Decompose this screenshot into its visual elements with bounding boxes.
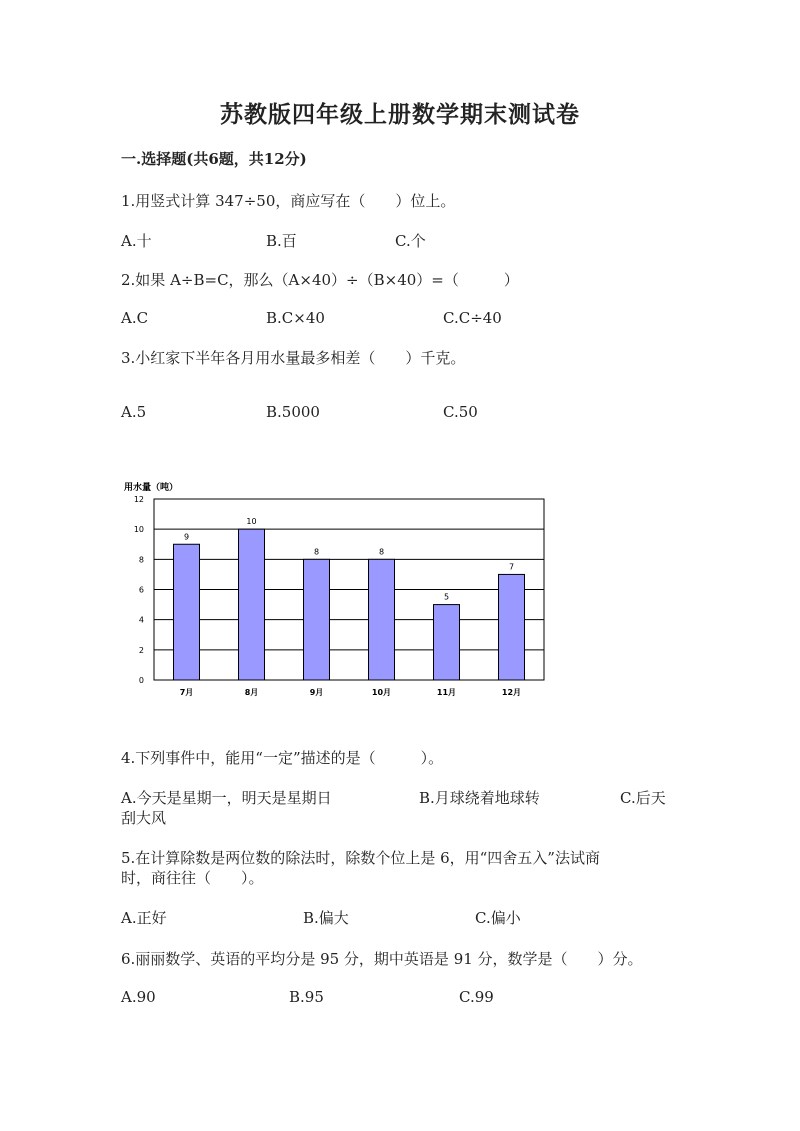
q4-option-b: B.月球绕着地球转 xyxy=(419,789,540,807)
q1-option-a: A.十 xyxy=(121,232,152,250)
q3-option-a: A.5 xyxy=(121,403,147,421)
q6-option-c: C.99 xyxy=(459,988,494,1006)
water-usage-bar-chart xyxy=(118,478,558,703)
q1-option-b: B.百 xyxy=(266,232,297,250)
q6-option-b: B.95 xyxy=(289,988,324,1006)
question-6: 6.丽丽数学、英语的平均分是 95 分，期中英语是 91 分，数学是（ ）分。 xyxy=(121,950,643,968)
q3-option-b: B.5000 xyxy=(266,403,320,421)
y-tick-label: 2 xyxy=(138,645,144,655)
question-4: 4.下列事件中，能用“一定”描述的是（ ）。 xyxy=(121,749,444,767)
bar xyxy=(174,544,200,680)
question-5-line-1: 5.在计算除数是两位数的除法时，除数个位上是 6，用“四舍五入”法试商 xyxy=(121,849,600,867)
x-tick-label: 9月 xyxy=(309,688,324,697)
y-tick-label: 0 xyxy=(138,676,144,685)
section-heading: 一.选择题(共6题，共12分) xyxy=(121,150,307,168)
page-title: 苏教版四年级上册数学期末测试卷 xyxy=(220,101,580,128)
y-tick-label: 4 xyxy=(138,615,144,625)
q5-option-c: C.偏小 xyxy=(475,909,521,927)
x-tick-label: 12月 xyxy=(501,688,522,697)
q4-option-c: C.后天 xyxy=(620,789,666,807)
q5-option-b: B.偏大 xyxy=(303,909,349,927)
q4-option-c-continued: 刮大风 xyxy=(121,809,167,827)
x-tick-label: 11月 xyxy=(436,688,457,697)
y-tick-label: 6 xyxy=(138,585,144,595)
bar-value-label: 5 xyxy=(443,592,450,602)
y-tick-label: 10 xyxy=(133,525,144,535)
bar-value-label: 10 xyxy=(246,517,257,527)
x-tick-label: 7月 xyxy=(179,688,194,697)
q2-option-b: B.C×40 xyxy=(266,309,325,327)
q2-option-a: A.C xyxy=(121,309,149,327)
question-3: 3.小红家下半年各月用水量最多相差（ ）千克。 xyxy=(121,349,466,367)
y-tick-label: 12 xyxy=(133,495,144,504)
q1-option-c: C.个 xyxy=(395,232,426,250)
bar-value-label: 7 xyxy=(508,562,515,572)
q6-option-a: A.90 xyxy=(121,988,156,1006)
bar xyxy=(304,559,330,680)
y-axis-label: 用水量（吨） xyxy=(124,483,179,493)
bar xyxy=(239,529,265,680)
bar xyxy=(369,559,395,680)
q4-option-a: A.今天是星期一，明天是星期日 xyxy=(121,789,332,807)
question-1: 1.用竖式计算 347÷50，商应写在（ ）位上。 xyxy=(121,192,456,210)
y-tick-label: 8 xyxy=(138,555,144,565)
q5-option-a: A.正好 xyxy=(121,909,167,927)
q3-option-c: C.50 xyxy=(443,403,478,421)
x-tick-label: 8月 xyxy=(244,688,259,697)
x-tick-label: 10月 xyxy=(371,688,392,697)
bar-value-label: 9 xyxy=(183,532,190,542)
q2-option-c: C.C÷40 xyxy=(443,309,502,327)
bar-value-label: 8 xyxy=(313,547,320,557)
question-5-line-2: 时，商往往（ ）。 xyxy=(121,869,264,887)
bar-value-label: 8 xyxy=(378,547,385,557)
bar xyxy=(499,574,525,680)
question-2: 2.如果 A÷B=C，那么（A×40）÷（B×40）=（ ） xyxy=(121,271,519,289)
bar xyxy=(434,605,460,680)
